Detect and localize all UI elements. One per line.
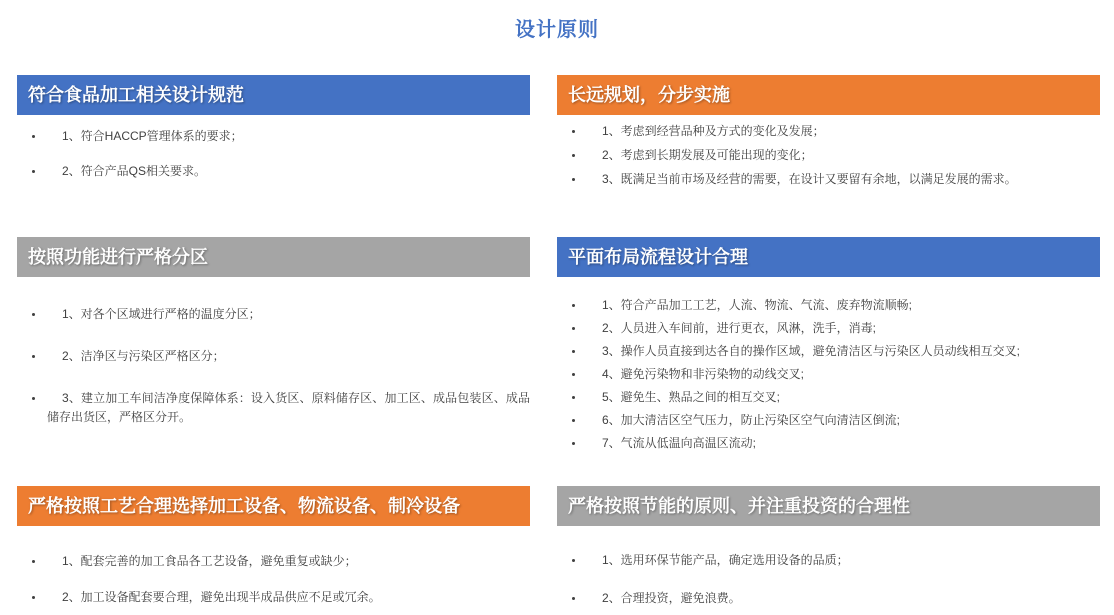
list-item bbox=[557, 146, 1100, 165]
bullet-icon bbox=[572, 373, 575, 376]
bullet-text: 1、符合产品加工工艺，人流、物流、气流、废弃物流顺畅; bbox=[602, 298, 913, 312]
bullet-icon bbox=[32, 135, 35, 138]
bullet-icon bbox=[572, 178, 575, 181]
section-header: 平面布局流程设计合理 bbox=[557, 237, 1100, 277]
bullet-icon bbox=[32, 596, 35, 599]
bullet-icon bbox=[572, 327, 575, 330]
list-item bbox=[17, 162, 530, 181]
section-header: 严格按照节能的原则、并注重投资的合理性 bbox=[557, 486, 1100, 526]
bullet-text: 5、避免生、熟品之间的相互交叉; bbox=[602, 390, 781, 404]
bullet-text: 7、气流从低温向高温区流动; bbox=[602, 436, 757, 450]
bullet-icon bbox=[572, 597, 575, 600]
section-equipment-selection bbox=[17, 486, 530, 615]
bullet-list bbox=[17, 552, 530, 607]
bullet-list bbox=[17, 127, 530, 181]
bullet-icon bbox=[572, 350, 575, 353]
list-item bbox=[17, 552, 530, 571]
bullet-icon bbox=[572, 559, 575, 562]
bullet-text: 6、加大清洁区空气压力，防止污染区空气向清洁区倒流; bbox=[602, 413, 901, 427]
list-item bbox=[557, 551, 1100, 570]
bullet-icon bbox=[32, 313, 35, 316]
bullet-text: 4、避免污染物和非污染物的动线交叉; bbox=[602, 367, 805, 381]
bullet-text: 1、考虑到经营品种及方式的变化及发展； bbox=[602, 124, 825, 138]
bullet-icon bbox=[32, 560, 35, 563]
bullet-icon bbox=[32, 170, 35, 173]
bullet-text: 1、配套完善的加工食品各工艺设备，避免重复或缺少； bbox=[62, 554, 357, 568]
bullet-list bbox=[557, 551, 1100, 608]
list-item bbox=[557, 388, 1100, 407]
bullet-list bbox=[557, 122, 1100, 189]
list-item bbox=[17, 347, 530, 366]
list-item bbox=[557, 122, 1100, 141]
section-functional-zoning bbox=[17, 237, 530, 450]
bullet-icon bbox=[572, 442, 575, 445]
list-item bbox=[557, 342, 1100, 361]
section-design-codes bbox=[17, 75, 530, 197]
bullet-icon bbox=[572, 396, 575, 399]
bullet-icon bbox=[32, 355, 35, 358]
list-item bbox=[557, 296, 1100, 315]
list-item bbox=[17, 127, 530, 146]
bullet-icon bbox=[572, 130, 575, 133]
bullet-text: 2、洁净区与污染区严格区分； bbox=[62, 349, 225, 363]
bullet-text: 1、选用环保节能产品，确定选用设备的品质； bbox=[602, 553, 849, 567]
list-item bbox=[557, 365, 1100, 384]
section-energy-investment bbox=[557, 486, 1100, 615]
section-header: 符合食品加工相关设计规范 bbox=[17, 75, 530, 115]
list-item bbox=[17, 588, 530, 607]
bullet-text: 2、考虑到长期发展及可能出现的变化； bbox=[602, 148, 813, 162]
bullet-icon bbox=[572, 304, 575, 307]
page-title: 设计原则 bbox=[515, 19, 599, 41]
list-item bbox=[17, 305, 530, 324]
bullet-text: 2、合理投资，避免浪费。 bbox=[602, 591, 741, 605]
bullet-list bbox=[557, 296, 1100, 453]
bullet-text: 1、对各个区域进行严格的温度分区； bbox=[62, 307, 261, 321]
section-header: 严格按照工艺合理选择加工设备、物流设备、制冷设备 bbox=[17, 486, 530, 526]
list-item bbox=[557, 411, 1100, 430]
bullet-icon bbox=[572, 154, 575, 157]
bullet-text: 2、符合产品QS相关要求。 bbox=[62, 164, 207, 178]
bullet-icon bbox=[32, 397, 35, 400]
list-item bbox=[557, 434, 1100, 453]
list-item bbox=[557, 170, 1100, 189]
bullet-text: 1、符合HACCP管理体系的要求； bbox=[62, 129, 243, 143]
bullet-text: 2、人员进入车间前，进行更衣，风淋，洗手，消毒; bbox=[602, 321, 877, 335]
section-long-term-planning bbox=[557, 75, 1100, 194]
bullet-list bbox=[17, 305, 530, 427]
bullet-text: 2、加工设备配套要合理，避免出现半成品供应不足或冗余。 bbox=[62, 590, 381, 604]
bullet-text: 3、既满足当前市场及经营的需要，在设计又要留有余地，以满足发展的需求。 bbox=[602, 172, 1017, 186]
bullet-icon bbox=[572, 419, 575, 422]
list-item bbox=[557, 319, 1100, 338]
list-item bbox=[17, 389, 530, 427]
list-item bbox=[557, 589, 1100, 608]
section-layout-flow bbox=[557, 237, 1100, 457]
bullet-text: 3、建立加工车间洁净度保障体系：设入货区、原料储存区、加工区、成品包装区、成品储存出货区，严格区分开。 bbox=[47, 391, 530, 424]
bullet-text: 3、操作人员直接到达各自的操作区域，避免清洁区与污染区人员动线相互交叉; bbox=[602, 344, 1021, 358]
section-header: 按照功能进行严格分区 bbox=[17, 237, 530, 277]
section-header: 长远规划，分步实施 bbox=[557, 75, 1100, 115]
